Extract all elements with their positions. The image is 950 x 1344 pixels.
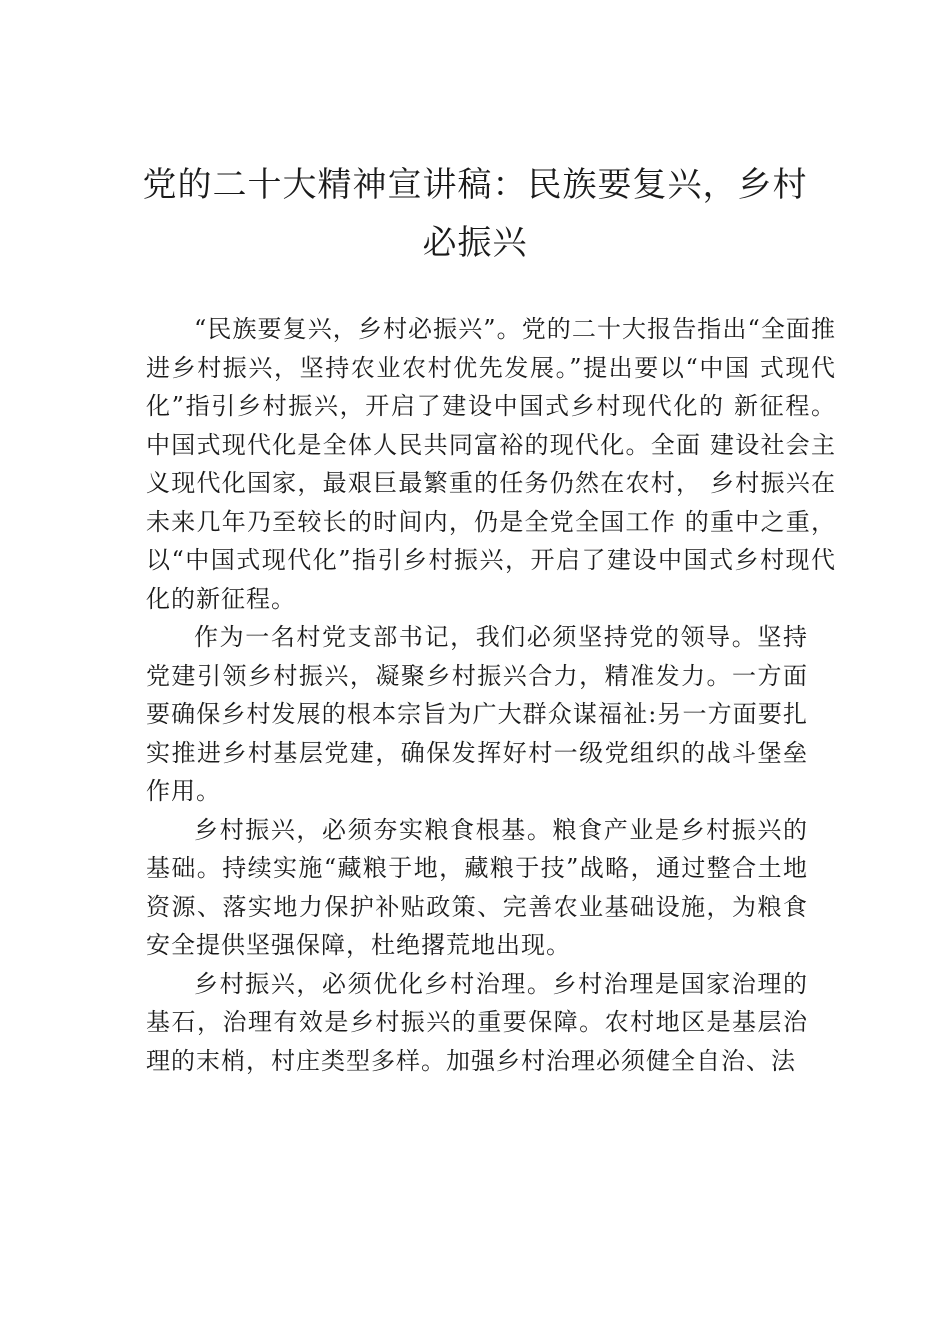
paragraph-3: 乡村振兴，必须夯实粮食根基。粮食产业是乡村振兴的基础。持续实施“藏粮于地，藏粮于技”战略，通过整合土地资源、落实地力保护补贴政策、完善农业基础设施，为粮食安全提供坚强保障，杜绝撂荒地出现。 bbox=[146, 815, 808, 959]
paragraph-2: 作为一名村党支部书记，我们必须坚持党的领导。坚持党建引领乡村振兴，凝聚乡村振兴合力，精准发力。一方面要确保乡村发展的根本宗旨为广大群众谋福祉:另一方面要扎实推进乡村基层党建，确保发挥好村一级党组织的战斗堡垒作用。 bbox=[146, 623, 808, 805]
paragraph-4: 乡村振兴，必须优化乡村治理。乡村治理是国家治理的基石，治理有效是乡村振兴的重要保障。农村地区是基层治理的末梢，村庄类型多样。加强乡村治理必须健全自治、法 bbox=[146, 969, 808, 1075]
page-title: 党的二十大精神宣讲稿：民族要复兴，乡村必振兴 bbox=[142, 165, 808, 263]
document-body bbox=[146, 310, 836, 1080]
paragraph-1: “民族要复兴，乡村必振兴”。党的二十大报告指出“全面推进乡村振兴，坚持农业农村优先发展。”提出要以“中国 式现代化”指引乡村振兴，开启了建设中国式乡村现代化的 新征程。中国式现代化是全体人民共同富裕的现代化。全面 建设社会主义现代化国家，最艰巨最繁重的任务仍然在农村， 乡村振兴在未来几年乃至较长的时间内，仍是全党全国工作 的重中之重，以“中国式现代化”指引乡村振兴，开启了建设中国式乡村现代化的新征程。 bbox=[146, 315, 836, 613]
